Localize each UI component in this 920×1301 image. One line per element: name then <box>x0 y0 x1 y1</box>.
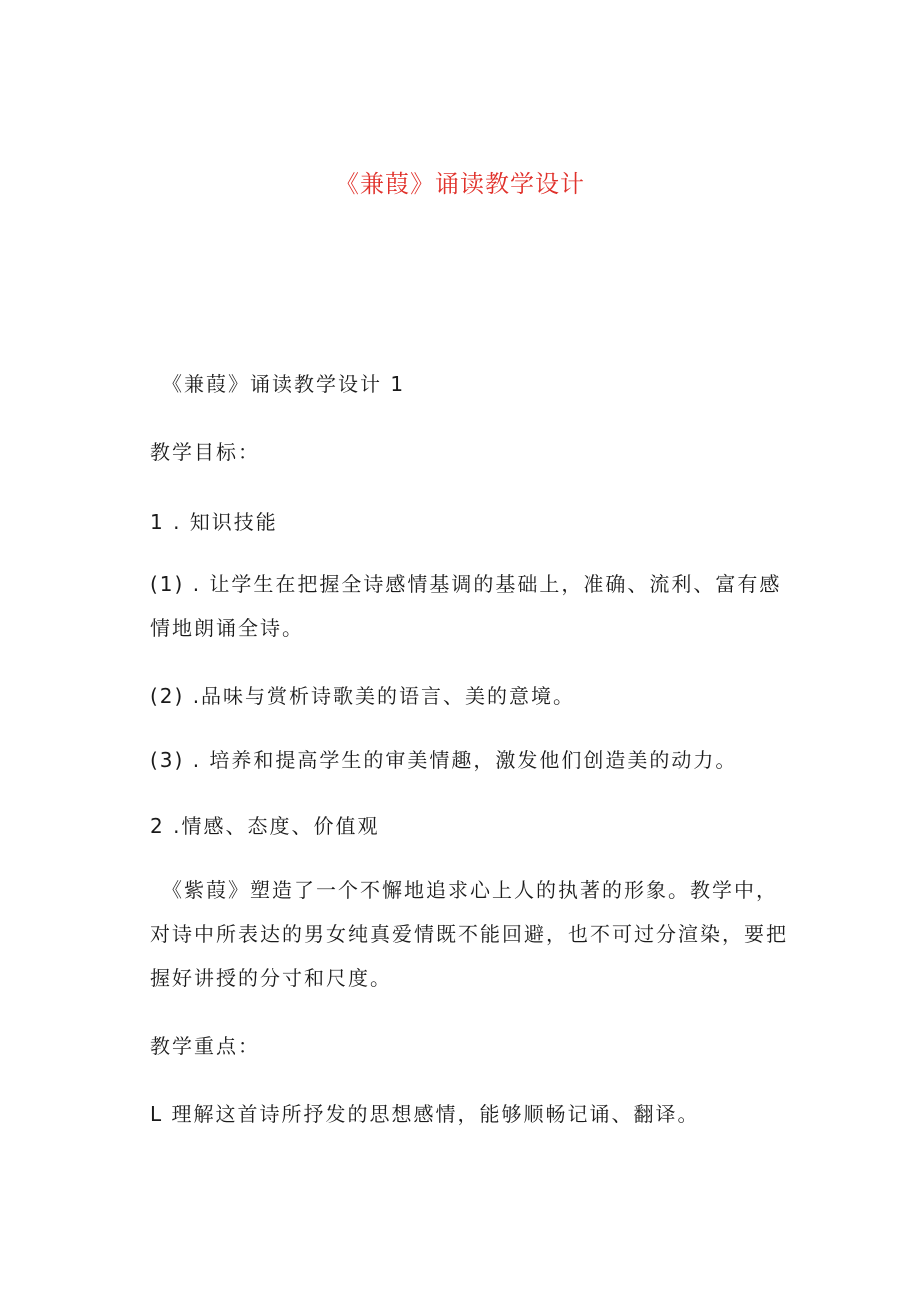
item2-para-line3: 握好讲授的分寸和尺度。 <box>150 966 392 990</box>
item1-1-line2: 情地朗诵全诗。 <box>150 616 304 640</box>
document-title: 《兼葭》诵读教学设计 <box>335 170 585 198</box>
objectives-heading: 教学目标： <box>150 440 260 464</box>
item2-para-line2: 对诗中所表达的男女纯真爱情既不能回避，也不可过分渲染，要把 <box>150 922 788 946</box>
key-points-heading: 教学重点： <box>150 1034 260 1058</box>
item1-3: (3) . 培养和提高学生的审美情趣，激发他们创造美的动力。 <box>150 748 738 772</box>
item1-2: (2) .品味与赏析诗歌美的语言、美的意境。 <box>150 684 576 708</box>
item2-para-line1: 《紫葭》塑造了一个不懈地追求心上人的执著的形象。教学中， <box>162 878 778 902</box>
key-point-1: L 理解这首诗所抒发的思想感情，能够顺畅记诵、翻译。 <box>150 1102 700 1126</box>
item2-heading: 2 .情感、态度、价值观 <box>150 814 380 838</box>
item1-heading: 1 . 知识技能 <box>150 510 278 534</box>
section-title: 《兼葭》诵读教学设计 1 <box>162 372 406 396</box>
item1-1-line1: (1) . 让学生在把握全诗感情基调的基础上，准确、流利、富有感 <box>150 572 782 596</box>
